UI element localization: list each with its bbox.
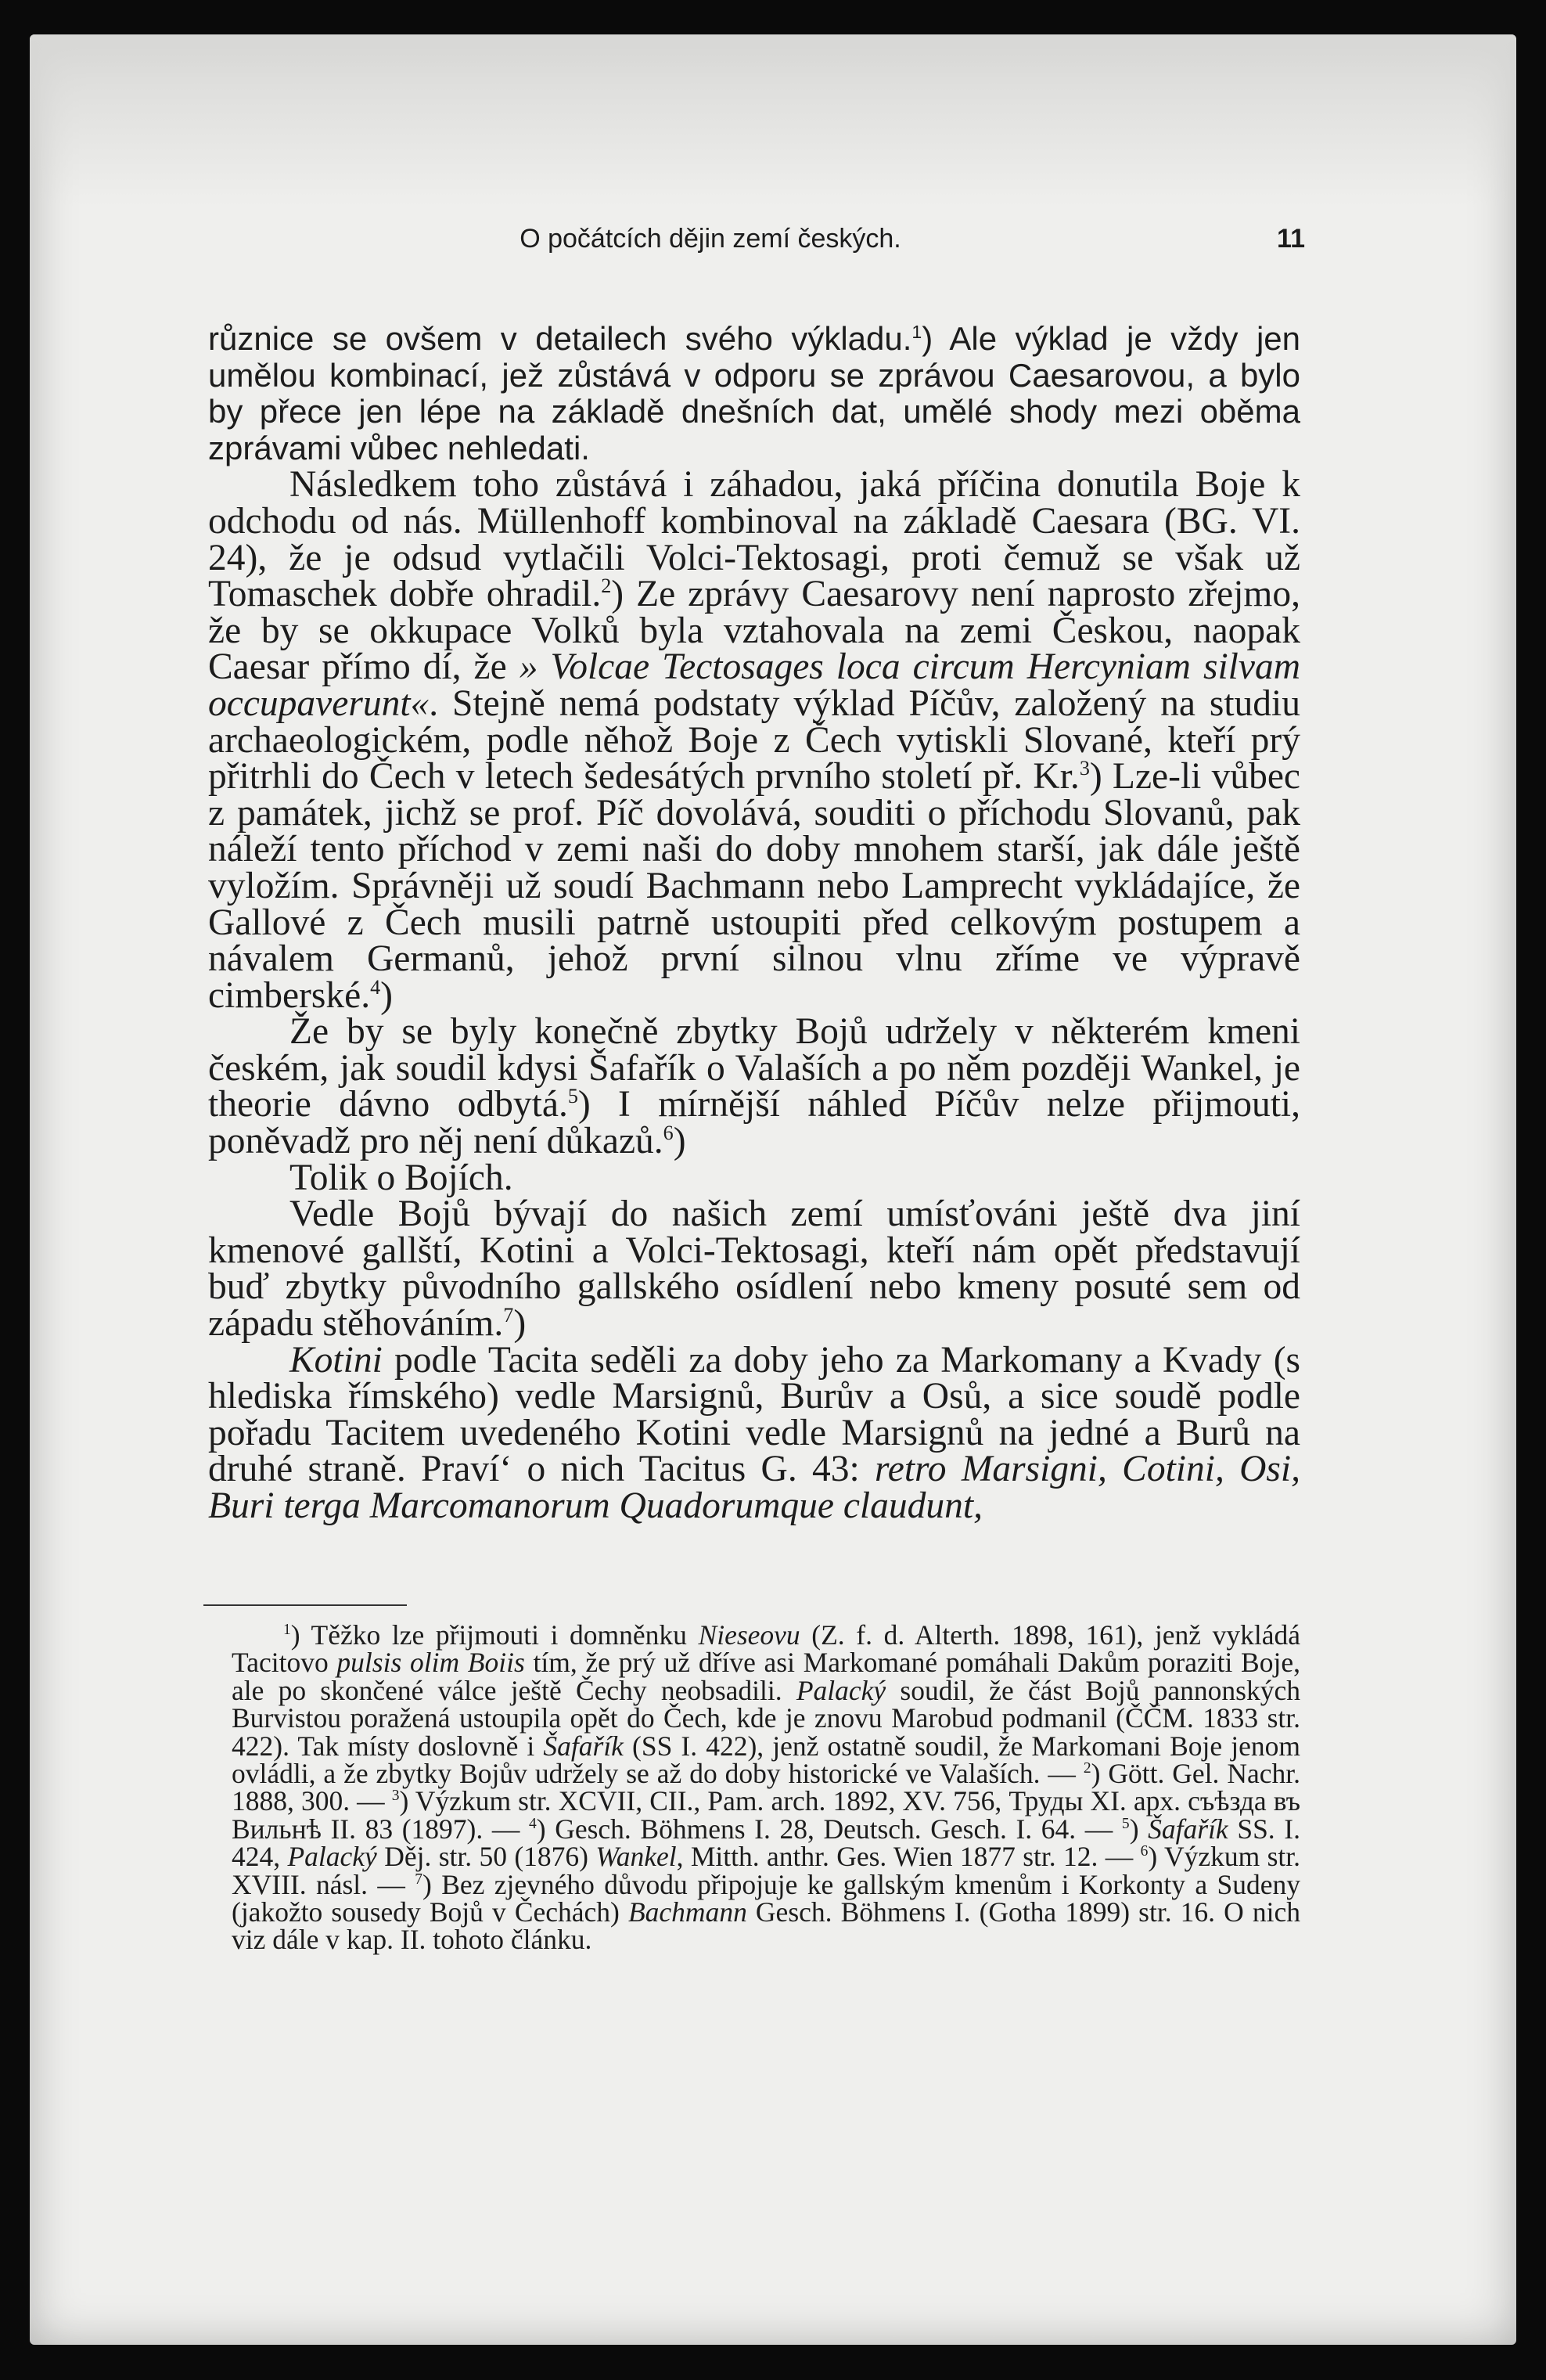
footnote-ref: 1 [911,322,922,342]
italic-text: Šafařík [1148,1813,1228,1845]
italic-text: Wankel [595,1841,677,1873]
text-run: . Stejně nemá podstaty výklad Píčův, založený na studiu archaeologickém, podle něhož Boje z Čech vytiskli Slované, kteří prý přitrhli do Čech v letech šedesátých prvního století př. Kr. [208,682,1300,798]
text-run: ) [673,1121,686,1162]
paragraph [208,1157,1300,1198]
running-title: O počátcích dějin zemí českých. [520,224,901,254]
text-run: Děj. str. 50 (1876) [376,1841,596,1873]
text-run: ) Gött. Gel. Nachr. 1888, 300. — [232,1758,1300,1817]
text-run: Následkem toho zůstává i záhadou, jaká příčina donutila Boje k odchodu od nás. Müllenhoff kombinoval na základě Caesara (BG. VI. 24), že je odsud vytlačili Volci-Tektosagi, proti čemuž se však už Tomaschek dobře ohradil. [208,464,1300,615]
footnote-ref: 6 [1140,1843,1149,1860]
footnote-ref: 3 [1079,757,1090,780]
footnote-ref: 4 [370,975,381,999]
text-run: Tolik o Bojích. [289,1157,513,1198]
footnote-ref: 1 [283,1622,291,1639]
paragraph [208,321,1300,466]
page-number: 11 [1277,224,1305,254]
footnote-ref: 4 [529,1816,537,1833]
text-run: ) [513,1303,527,1345]
text-run: ) [1129,1813,1149,1845]
italic-text: Nieseovu [698,1619,800,1651]
text-run: ) I mírnější náhled Píčův nelze přijmouti, poněvadž pro něj není důkazů. [208,1084,1300,1162]
book-page [30,34,1516,2345]
text-run: , Mitth. anthr. Ges. Wien 1877 str. 12. — [676,1841,1141,1873]
text-run: ) Bez zjevného důvodu připojuje ke gallským kmenům i Korkonty a Sudeny (jakožto sousedy Bojů v Čechách) [232,1868,1300,1928]
text-run: tím, že prý už dříve asi Markomané pomáhali Dakům poraziti Boje, ale po skončené válce ještě Čechy neobsadili. [232,1647,1300,1706]
text-run: SS. I. 424, [232,1813,1300,1873]
italic-text: Palacký [796,1674,886,1706]
footnote-ref: 7 [415,1871,423,1888]
italic-text: retro Marsigni, Cotini, Osi, Buri terga Marcomanorum Quadorumque claudunt, [208,1449,1300,1526]
text-run: ) [380,974,393,1016]
text-run: ) Gesch. Böhmens I. 28, Deutsch. Gesch. I. 64. — [536,1813,1122,1845]
paragraph [208,1339,1300,1526]
text-run: Vedle Bojů bývají do našich zemí umísťováni ještě dva jiní kmenové gallští, Kotini a Volci-Tektosagi, kteří nám opět představují buď zbytky původního gallského osídlení nebo kmeny posuté sem od západu stěhováním. [208,1194,1300,1345]
main-text [208,321,1300,1525]
footnote-ref: 3 [391,1788,400,1805]
italic-text: Palacký [287,1841,377,1873]
footnote-ref: 6 [663,1122,674,1145]
text-run: podle Tacita seděli za doby jeho za Markomany a Kvady (s hlediska římského) vedle Marsignů, Burův a Osů, a sice soudě podle pořadu Tacitem uvedeného Kotini vedle Marsignů na jedné a Burů na druhé straně. Praví‘ o nich Tacitus G. 43: [208,1339,1300,1490]
text-run: ) Výzkum str. XVIII. násl. — [232,1841,1301,1900]
text-run: různice se ovšem v detailech svého výkladu. [208,320,912,357]
text-run: soudil, že část Bojů pannonských Burvistou poražená ustoupila opět do Čech, kde je znovu Marobud podmanil (ČČM. 1833 str. 422). Tak místy doslovně i [232,1674,1300,1762]
footnotes [232,1619,1301,1956]
text-run: ) Lze-li vůbec z památek, jichž se prof. Píč dovolává, souditi o příchodu Slovanů, pak náleží tento příchod v zemi naši do doby mnohem starší, jak dále ještě vyložím. Správněji už soudí Bachmann nebo Lamprecht vykládajíce, že Gallové z Čech musili patrně ustoupiti před celkovým postupem a návalem Germanů, jehož první silnou vlnu zříme ve výpravě cimberské. [208,756,1300,1016]
text-run: Že by se byly konečně zbytky Bojů udržely v některém kmeni českém, jak soudil kdysi Šafařík o Valaších a po něm později Wankel, je theorie dávno odbytá. [208,1011,1300,1125]
text-run: ) Výzkum str. XCVII, CII., Pam. arch. 1892, XV. 756, Труды XI. арх. съѣзда въ Вильнѣ II. 83 (1897). — [232,1785,1301,1845]
text-run: ) Těžko lze přijmouti i domněnku [290,1619,699,1651]
italic-text: Bachmann [627,1896,747,1928]
footnote-ref: 2 [1083,1760,1091,1777]
paragraph [208,466,1300,1014]
text-run: (SS I. 422), jenž ostatně soudil, že Markomani Boje jenom ovládli, a že zbytky Bojův udržely se až do doby historické ve Valaších. — [232,1730,1300,1790]
footnote-ref: 7 [503,1304,514,1327]
italic-text: » Volcae Tectosages loca circum Hercyniam silvam occupaverunt« [208,646,1301,724]
paragraph [208,1194,1300,1345]
italic-text: pulsis olim Boiis [336,1647,525,1679]
text-run: ) Ze zprávy Caesarovy není naprosto zřejmo, že by se okkupace Volků byla vztahovala na zemi Českou, naopak Caesar přímo dí, že [208,574,1301,688]
text-run: (Z. f. d. Alterth. 1898, 161), jenž vykládá Tacitovo [232,1619,1301,1679]
italic-text: Kotini [289,1339,383,1381]
footnote-ref: 5 [567,1085,578,1108]
footnote [232,1619,1301,1956]
text-run: ) Ale výklad je vždy jen umělou kombinací, jež zůstává v odporu se zprávou Caesarovou, a bylo by přece jen lépe na základě dnešních dat, umělé shody mezi oběma zprávami vůbec nehledati. [208,320,1300,466]
footnote-ref: 2 [601,574,612,598]
italic-text: Šafařík [543,1730,624,1762]
footnote-divider [203,1604,407,1606]
paragraph [208,1011,1300,1162]
text-run: Gesch. Böhmens I. (Gotha 1899) str. 16. O nich viz dále v kap. II. tohoto článku. [232,1896,1300,1956]
footnote-ref: 5 [1121,1816,1130,1833]
